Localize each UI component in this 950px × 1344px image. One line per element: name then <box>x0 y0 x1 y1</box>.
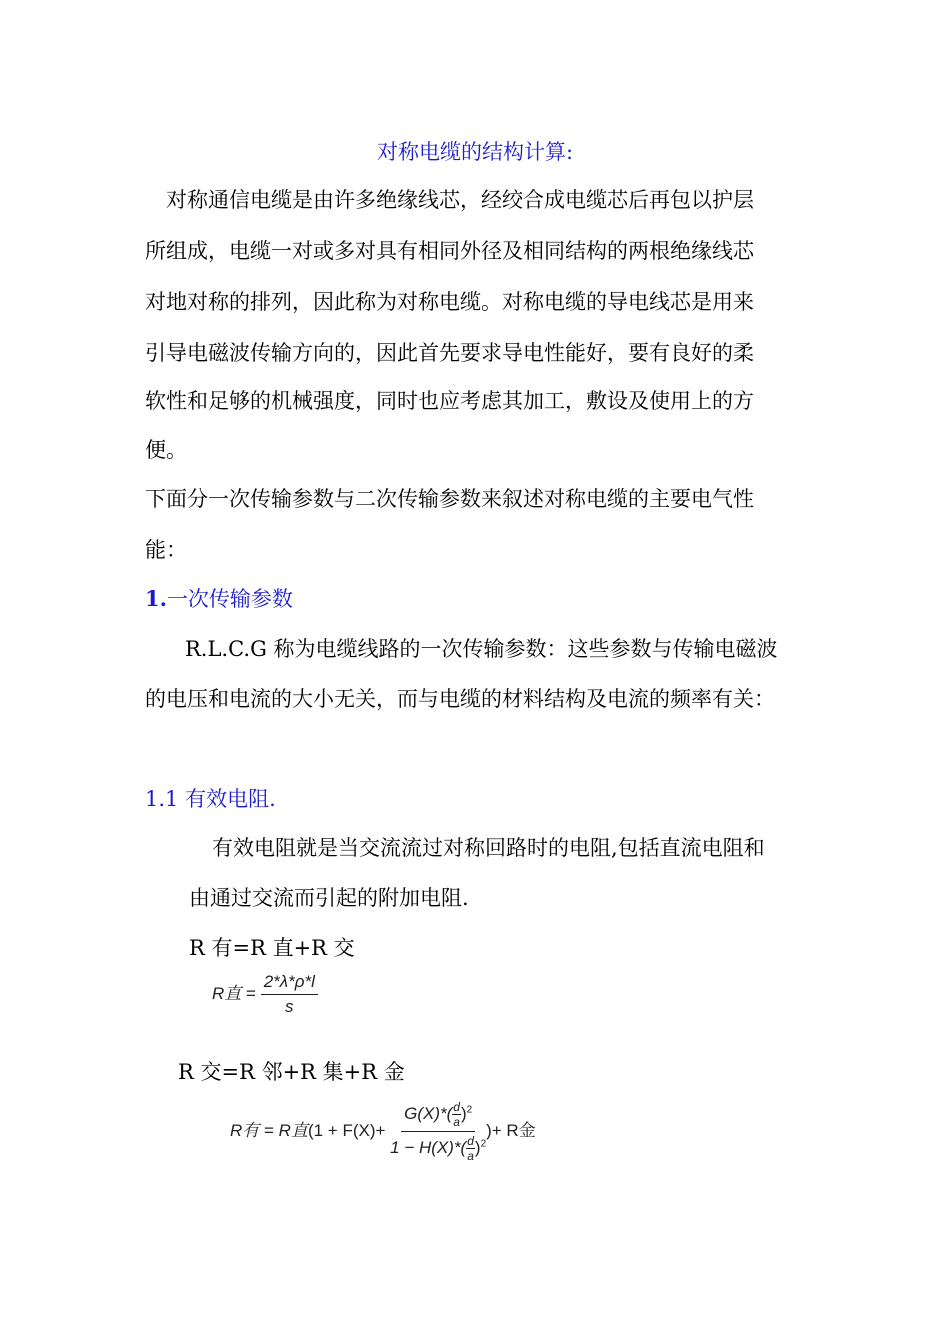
formula-r-dc-fraction <box>261 972 318 1017</box>
equation-r-effective: R 有=R 直+R 交 <box>189 936 355 960</box>
formula-2-numerator: G(X)*( $\frac{d}{a}$ )$^2$ <box>401 1100 475 1132</box>
formula-2-denominator: 1 − H(X)*( $\frac{d}{a}$ )$^2$ <box>390 1134 487 1163</box>
section-1-line-2: 的电压和电流的大小无关，而与电缆的材料结构及电流的频率有关： <box>145 687 775 711</box>
para2-line-1: 下面分一次传输参数与二次传输参数来叙述对称电缆的主要电气性 <box>145 487 754 511</box>
formula-2-num-d: d <box>453 1100 460 1114</box>
formula-r-dc <box>212 972 318 1017</box>
formula-2-num-text: G(X)*( <box>404 1103 453 1123</box>
formula-2-fraction <box>390 1100 486 1163</box>
formula-2-den-ratio <box>466 1134 475 1163</box>
section-1-line-1: R.L.C.G 称为电缆线路的一次传输参数：这些参数与传输电磁波 <box>185 637 778 661</box>
para2-line-2: 能： <box>145 538 187 562</box>
section-1-heading <box>145 585 293 613</box>
formula-r-dc-eq: = <box>246 983 256 1003</box>
formula-r-effective <box>230 1100 536 1163</box>
formula-2-num-exp: 2 <box>466 1104 473 1116</box>
formula-r-dc-lhs: R直 <box>212 983 242 1003</box>
formula-r-dc-denominator: s <box>285 997 294 1016</box>
section-1-1-heading: 1.1 有效电阻. <box>145 787 276 811</box>
formula-2-open: (1 + F(X)+ <box>307 1120 386 1140</box>
intro-line-1: 对称通信电缆是由许多绝缘线芯，经绞合成电缆芯后再包以护层 <box>166 188 754 212</box>
formula-2-r-dc: R直 <box>278 1120 308 1140</box>
intro-line-3: 对地对称的排列，因此称为对称电缆。对称电缆的导电线芯是用来 <box>145 290 754 314</box>
intro-line-2: 所组成，电缆一对或多对具有相同外径及相同结构的两根绝缘线芯 <box>145 239 754 263</box>
formula-2-den-a: a <box>467 1149 474 1163</box>
page-title: 对称电缆的结构计算: <box>376 140 574 164</box>
formula-2-eq: = <box>264 1120 279 1140</box>
formula-2-lhs: R有 <box>230 1120 260 1140</box>
formula-2-den-exp: 2 <box>480 1138 487 1150</box>
intro-line-4: 引导电磁波传输方向的，因此首先要求导电性能好，要有良好的柔 <box>145 341 754 365</box>
formula-2-close: )+ R金 <box>486 1120 536 1140</box>
section-1-1-line-1: 有效电阻就是当交流流过对称回路时的电阻,包括直流电阻和 <box>212 836 765 860</box>
intro-line-6: 便。 <box>145 438 187 462</box>
formula-2-num-a: a <box>453 1115 460 1129</box>
formula-2-num-ratio <box>452 1100 461 1129</box>
formula-r-dc-numerator: 2*λ*ρ*l <box>261 972 318 995</box>
equation-r-ac: R 交=R 邻+R 集+R 金 <box>178 1060 405 1084</box>
section-1-number: 1. <box>145 586 167 611</box>
formula-2-den-text: 1 − H(X)*( <box>390 1137 467 1157</box>
formula-2-den-d: d <box>467 1134 474 1148</box>
section-1-1-line-2: 由通过交流而引起的附加电阻. <box>189 886 469 910</box>
intro-line-5: 软性和足够的机械强度，同时也应考虑其加工，敷设及使用上的方 <box>145 389 754 413</box>
section-1-title: 一次传输参数 <box>166 587 293 611</box>
